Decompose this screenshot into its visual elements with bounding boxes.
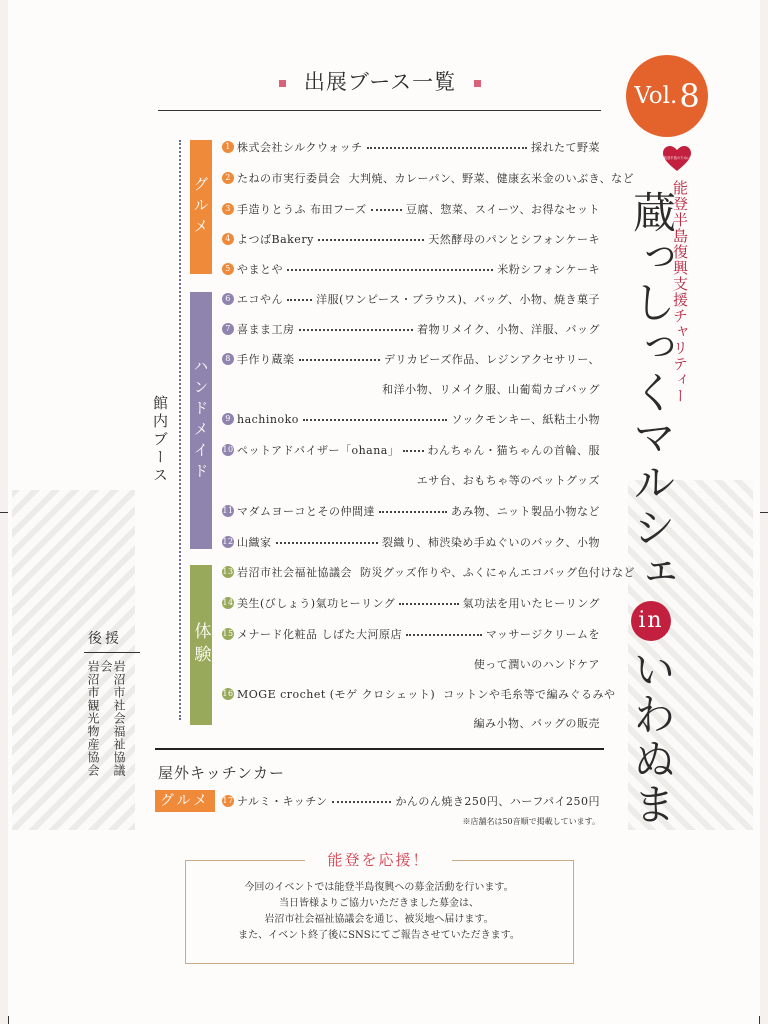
booth-row-continued — [222, 472, 600, 488]
booth-name: やまとや — [237, 263, 283, 276]
booth-number: 11 — [222, 506, 234, 515]
booth-desc: 大判焼、カレーパン、野菜、健康玄米金のいぶき、など — [348, 172, 635, 185]
sponsor-orgs — [86, 660, 125, 780]
booth-name: 手作り蔵楽 — [237, 353, 295, 366]
booth-desc: 採れたて野菜 — [531, 141, 600, 154]
booth-row — [222, 170, 635, 186]
event-title-place: いわぬま — [626, 647, 676, 827]
booth-number: 10 — [222, 445, 234, 454]
sponsor-org: 岩沼市社会福祉協議会 — [99, 660, 126, 777]
booth-number: 17 — [222, 796, 234, 805]
sponsor-underline — [84, 652, 140, 653]
booth-number: 12 — [222, 537, 234, 546]
leader-dots — [332, 801, 392, 803]
booth-desc: 豆腐、惣菜、スイーツ、お得なセット — [405, 203, 600, 216]
booth-number: 3 — [222, 203, 234, 215]
booth-name: マダムヨーコとその仲間達 — [237, 505, 375, 518]
booth-name: ペットアドバイザー「ohana」 — [237, 444, 400, 457]
booth-desc: 氣功法を用いたヒーリング — [462, 597, 600, 610]
booth-row — [222, 595, 600, 611]
booth-row — [222, 564, 636, 580]
booth-name: ナルミ・キッチン — [237, 795, 328, 808]
booth-number: 8 — [222, 353, 234, 365]
heart-label: 能登半島のために — [663, 156, 691, 160]
booth-name: MOGE crochet (モゲ クロシェット) — [237, 688, 436, 701]
booth-number: 4 — [222, 233, 234, 245]
square-icon — [474, 80, 481, 87]
booth-name: 山織家 — [237, 536, 272, 549]
support-title: 能登を応援！ — [305, 849, 452, 870]
booth-name: たねの市実行委員会 — [237, 172, 341, 185]
booth-desc: 洋服(ワンピース・ブラウス)、バッグ、小物、焼き菓子 — [316, 293, 600, 306]
leader-dots — [371, 209, 402, 211]
in-badge: in — [631, 601, 671, 641]
booth-desc: 裂織り、柿渋染め手ぬぐいのバック、小物 — [381, 536, 600, 549]
booth-name: 岩沼市社会福祉協議会 — [237, 566, 352, 579]
booth-row-continued — [222, 715, 600, 731]
footnote: ※店舗名は50音順で掲載しています。 — [462, 817, 600, 826]
booth-row — [222, 321, 600, 337]
vol-badge — [626, 55, 708, 137]
leader-dots — [399, 603, 458, 605]
booth-desc: 米粉シフォンケーキ — [497, 263, 600, 276]
booth-desc: 防災グッズ作りや、ふくにゃんエコバッグ色付けなど — [360, 566, 636, 579]
booth-name: 美生(びしょう)氣功ヒーリング — [237, 597, 396, 610]
booth-number: 9 — [222, 413, 234, 425]
crop-mark — [0, 512, 8, 513]
crop-mark — [760, 512, 768, 513]
leader-dots — [287, 269, 493, 271]
booth-row — [222, 261, 600, 277]
leader-dots — [318, 239, 424, 241]
event-title — [624, 190, 678, 827]
booth-row — [222, 534, 600, 550]
booth-row — [222, 442, 600, 458]
heart-icon — [663, 146, 691, 172]
booth-desc: デリカビーズ作品、レジンアクセサリー、 — [383, 353, 600, 366]
booth-row — [222, 793, 600, 809]
booth-row — [222, 139, 600, 155]
booth-number: 15 — [222, 629, 234, 638]
booth-row — [222, 201, 600, 217]
support-line: 岩沼市社会福祉協議会を通じ、被災地へ届けます。 — [264, 914, 494, 925]
booth-row — [222, 626, 600, 642]
booth-row — [222, 351, 600, 367]
booth-desc: ソックモンキー、紙粘土小物 — [451, 413, 600, 426]
leader-dots — [299, 359, 380, 361]
booth-desc: あみ物、ニット製品小物など — [450, 505, 600, 518]
event-subtitle: 能登半島復興支援チャリティー — [671, 180, 689, 404]
indoor-label: 館内ブース — [151, 395, 169, 485]
support-line: 今回のイベントでは能登半島復興への募金活動を行います。 — [244, 882, 514, 893]
page-title-row — [160, 66, 600, 96]
booth-desc-cont: 編み小物、バッグの販売 — [473, 717, 600, 730]
booth-name: 手造りとうふ 布田フーズ — [237, 203, 367, 216]
booth-desc-cont: 使って潤いのハンドケア — [473, 658, 600, 671]
leader-dots — [299, 329, 414, 331]
booth-row-continued — [222, 656, 600, 672]
category-gourmet: グルメ — [190, 140, 212, 274]
booth-name: よつばBakery — [237, 233, 314, 246]
leader-dots — [403, 450, 423, 452]
booth-number: 1 — [222, 141, 234, 153]
page-title: 出展ブース一覧 — [303, 70, 457, 94]
booth-desc: マッサージクリームを — [485, 628, 600, 641]
booth-name: メナード化粧品 しばた大河原店 — [237, 628, 402, 641]
event-title-main: 蔵っしっくマルシェ — [626, 190, 676, 595]
booth-desc-cont: エサ台、おもちゃ等のペットグッズ — [416, 474, 600, 487]
square-icon — [279, 80, 286, 87]
booth-row — [222, 686, 616, 702]
booth-row — [222, 503, 600, 519]
outdoor-label: 屋外キッチンカー — [158, 764, 285, 782]
booth-row-continued — [222, 381, 600, 397]
category-gourmet-tag: グルメ — [155, 790, 215, 812]
booth-row — [222, 231, 600, 247]
booth-number: 2 — [222, 172, 234, 184]
booth-number: 5 — [222, 263, 234, 275]
section-divider — [155, 748, 604, 750]
support-line: 当日皆様よりご協力いただきました募金は、 — [279, 898, 479, 909]
sponsor-label: 後援 — [88, 631, 122, 647]
crop-mark — [8, 1016, 9, 1024]
support-line: また、イベント終了後にSNSにてご報告させていただきます。 — [238, 930, 520, 941]
leader-dots — [303, 419, 448, 421]
booth-desc: 着物リメイク、小物、洋服、バッグ — [417, 323, 600, 336]
category-taiken: 体験 — [190, 565, 212, 725]
booth-number: 6 — [222, 293, 234, 305]
booth-number: 7 — [222, 323, 234, 335]
vol-number: 8 — [679, 77, 700, 115]
booth-number: 13 — [222, 567, 234, 576]
booth-desc: かんのん焼き250円、ハーフパイ250円 — [395, 795, 600, 808]
crop-mark — [759, 1016, 760, 1024]
support-text — [190, 880, 568, 944]
leader-dots — [276, 542, 378, 544]
sponsor-org: 岩沼市観光物産協会 — [86, 660, 100, 777]
booth-name: エコやん — [237, 293, 283, 306]
booth-name: hachinoko — [237, 412, 299, 426]
indoor-dotted-line — [179, 140, 181, 720]
leader-dots — [406, 634, 482, 636]
category-handmade: ハンドメイド — [190, 292, 212, 549]
booth-desc: わんちゃん・猫ちゃんの首輪、服 — [427, 444, 600, 457]
booth-row — [222, 411, 600, 427]
booth-desc-cont: 和洋小物、リメイク服、山葡萄カゴバッグ — [382, 383, 600, 396]
booth-name: 喜まま工房 — [237, 323, 295, 336]
booth-name: 株式会社シルクウォッチ — [237, 141, 363, 154]
leader-dots — [367, 147, 527, 149]
booth-desc: コットンや毛糸等で編みぐるみや — [443, 688, 616, 701]
booth-number: 16 — [222, 689, 234, 698]
vol-label: Vol. — [634, 83, 678, 109]
booth-number: 14 — [222, 598, 234, 607]
leader-dots — [379, 511, 447, 513]
title-underline — [158, 110, 601, 111]
leader-dots — [287, 299, 312, 301]
booth-row — [222, 291, 600, 307]
booth-desc: 天然酵母のパンとシフォンケーキ — [428, 233, 600, 246]
